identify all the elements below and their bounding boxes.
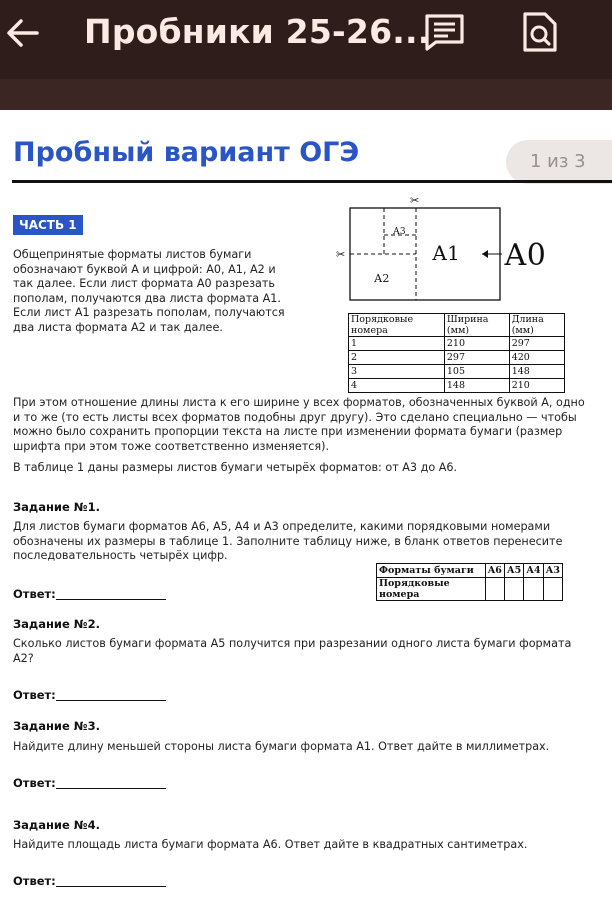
task-1-text: Для листов бумаги форматов А6, А5, А4 и А3 определите, какими порядковыми номерами обозначены их размеры в таблице 1. Заполните таблицу ниже, в бланк ответов перенесите последовательность четырёх цифр. xyxy=(13,520,563,563)
table-cell: А5 xyxy=(504,564,523,578)
table-row xyxy=(349,351,565,365)
table-cell: Порядковые номера xyxy=(377,578,486,601)
task-3-answer-label: Ответ: xyxy=(13,776,56,790)
label-a2: А2 xyxy=(374,272,390,285)
task-4-answer-line[interactable] xyxy=(56,886,166,887)
app-subbar xyxy=(0,79,612,110)
answer-cell[interactable] xyxy=(524,578,543,601)
label-a3: А3 xyxy=(393,227,406,237)
table-row xyxy=(377,564,563,578)
task-4-title: Задание №4. xyxy=(13,818,100,832)
svg-text:✂: ✂ xyxy=(336,248,346,261)
table-cell: 148 xyxy=(509,365,564,379)
task-3-title: Задание №3. xyxy=(13,719,100,733)
app-title: Пробники 25-26... xyxy=(84,12,431,51)
title-divider xyxy=(12,180,612,183)
task-1-answer-line[interactable] xyxy=(56,599,166,600)
table-cell: А3 xyxy=(543,564,562,578)
table-cell: 2 xyxy=(349,351,445,365)
label-a1: А1 xyxy=(432,241,460,265)
task-3-text: Найдите длину меньшей стороны листа бумаги формата А1. Ответ дайте в миллиметрах. xyxy=(13,740,550,753)
table-cell: А4 xyxy=(524,564,543,578)
header-cell: Ширина (мм) xyxy=(444,314,509,337)
header-cell: Длина (мм) xyxy=(509,314,564,337)
page-indicator: 1 из 3 xyxy=(506,140,612,184)
paragraph-table-ref: В таблице 1 даны размеры листов бумаги четырёх форматов: от А3 до А6. xyxy=(13,461,458,474)
table-1-sizes xyxy=(348,313,565,393)
task-2-answer-line[interactable] xyxy=(56,700,166,701)
answer-cell[interactable] xyxy=(485,578,504,601)
notes-icon xyxy=(424,13,466,51)
table-cell: 210 xyxy=(444,337,509,351)
table-cell: 297 xyxy=(444,351,509,365)
table-cell: 4 xyxy=(349,379,445,393)
table-cell: 210 xyxy=(509,379,564,393)
table-cell: 3 xyxy=(349,365,445,379)
table-row xyxy=(349,379,565,393)
header-cell: Порядковые номера xyxy=(349,314,445,337)
table-answer-formats xyxy=(376,563,563,601)
table-header-row xyxy=(349,314,565,337)
table-cell: 148 xyxy=(444,379,509,393)
back-button[interactable] xyxy=(4,14,42,52)
document-search-icon xyxy=(521,11,559,53)
task-1-title: Задание №1. xyxy=(13,500,100,514)
task-4-text: Найдите площадь листа бумаги формата А6. Ответ дайте в квадратных сантиметрах. xyxy=(13,838,528,851)
task-2-answer-label: Ответ: xyxy=(13,688,56,702)
table-cell: Форматы бумаги xyxy=(377,564,486,578)
table-row xyxy=(349,365,565,379)
search-in-document-button[interactable] xyxy=(521,11,559,53)
table-cell: 1 xyxy=(349,337,445,351)
scissors-icon xyxy=(336,194,419,261)
table-cell: 105 xyxy=(444,365,509,379)
arrow-left-icon xyxy=(4,14,42,52)
paper-format-diagram xyxy=(336,193,571,308)
task-3-answer-line[interactable] xyxy=(56,788,166,789)
intro-text: Общепринятые форматы листов бумаги обозначают буквой А и цифрой: А0, А1, А2 и так далее. Если лист формата А0 разрезать пополам, получаются два листа формата А1. Если лист А1 разрезать пополам, получаются два листа формата А2 и так далее. xyxy=(13,248,285,334)
document-title: Пробный вариант ОГЭ xyxy=(13,137,360,168)
task-2-title: Задание №2. xyxy=(13,617,100,631)
answer-cell[interactable] xyxy=(543,578,562,601)
task-1-answer-label: Ответ: xyxy=(13,587,56,601)
part-badge: ЧАСТЬ 1 xyxy=(13,215,83,235)
svg-text:✂: ✂ xyxy=(410,194,420,207)
table-cell: 420 xyxy=(509,351,564,365)
label-a0: А0 xyxy=(504,238,546,273)
notes-button[interactable] xyxy=(424,13,466,51)
task-4-answer-label: Ответ: xyxy=(13,874,56,888)
task-2-text: Сколько листов бумаги формата А5 получится при разрезании одного листа бумаги формата А2? xyxy=(13,637,572,665)
table-row xyxy=(349,337,565,351)
paragraph-proportions: При этом отношение длины листа к его ширине у всех форматов, обозначенных буквой А, одно и то же (то есть листы всех форматов подобны друг другу). Это сделано специально — чтобы можно было сохранить пропорции текста на листе при изменении формата бумаги (размер шрифта при этом тоже соответственно изменяется). xyxy=(13,396,585,453)
table-cell: А6 xyxy=(485,564,504,578)
answer-cell[interactable] xyxy=(504,578,523,601)
table-cell: 297 xyxy=(509,337,564,351)
table-row xyxy=(377,578,563,601)
